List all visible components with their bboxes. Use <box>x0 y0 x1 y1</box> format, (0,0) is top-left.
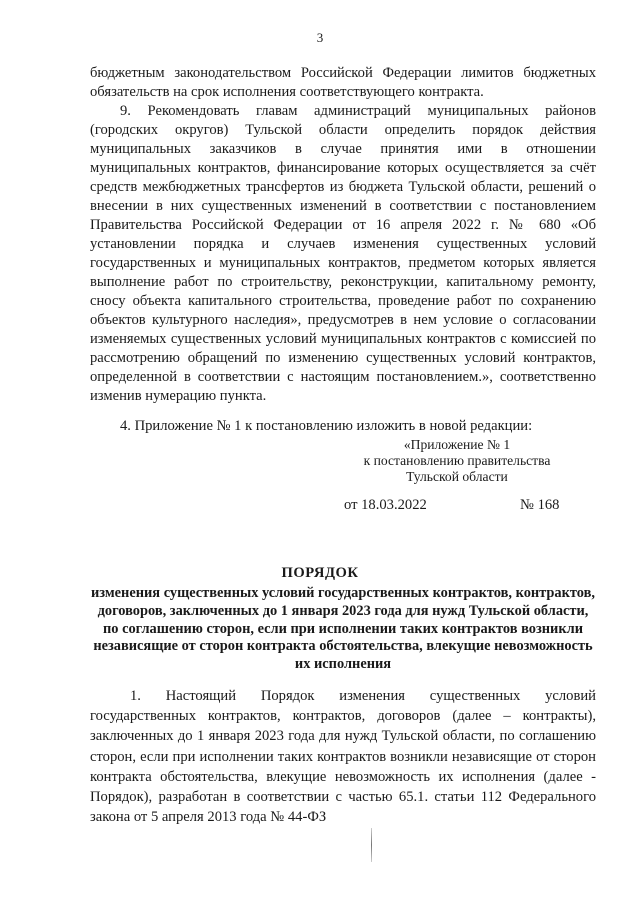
appendix-line-2: к постановлению правительства <box>363 453 551 468</box>
appendix-line-1: «Приложение № 1 <box>403 437 511 452</box>
order-title: ПОРЯДОК <box>281 565 359 581</box>
item-4-paragraph: 4. Приложение № 1 к постановлению изложить в новой редакции: <box>120 418 533 434</box>
item-9-paragraph: 9. Рекомендовать главам администраций муниципальных районов (городских округов) Тульской области определить порядок действия муниципальных заказчиков в случае принятия ими в отношении муниципальных контрактов, финансирование которых осуществляется за счёт средств межбюджетных трансфертов из бюджета Тульской области, решений о внесении в них существенных изменений в соответствии с постановлением Правительства Российской Федерации от 16 апреля 2022 г. № 680 «Об установлении порядка и случаев изменения существенных условий государственных и муниципальных контрактов, предметом которых является выполнение работ по строительству, реконструкции, капитальному ремонту, сносу объекта капитального строительства, проведение работ по сохранению объектов культурного наследия», предусмотрев в нем условие о согласовании изменяемых существенных условий муниципальных контрактов с комиссией по рассмотрению обращений по изменению существенных условий контрактов, определенной в соответствии с настоящим постановлением.», соответственно изменив нумерацию пункта. <box>90 103 596 404</box>
continuation-paragraph: бюджетным законодательством Российской Федерации лимитов бюджетных обязательств на срок исполнения соответствующего контракта. <box>90 65 596 100</box>
scan-margin-mark <box>371 828 372 862</box>
page-number: 3 <box>316 30 324 45</box>
order-subtitle: изменения существенных условий государственных контрактов, контрактов, договоров, заключенных до 1 января 2023 года для нужд Тульской области, по соглашению сторон, если при исполнении таких контрактов возникли независящие от сторон контракта обстоятельства, влекущие невозможность их исполнения <box>90 585 595 673</box>
appendix-header <box>330 437 584 485</box>
document-number: № 168 <box>520 497 560 513</box>
appendix-line-3: Тульской области <box>406 469 508 484</box>
item-1-paragraph: 1. Настоящий Порядок изменения существенных условий государственных контрактов, контрактов, договоров (далее – контракты), заключенных до 1 января 2023 года для нужд Тульской области, по соглашению сторон, если при исполнении таких контрактов возникли независящие от сторон контракта обстоятельства, влекущие невозможность их исполнения (далее - Порядок), разработан в соответствии с частью 65.1. статьи 112 Федерального закона от 5 апреля 2013 года № 44-ФЗ <box>90 688 596 826</box>
document-date: от 18.03.2022 <box>344 497 427 513</box>
